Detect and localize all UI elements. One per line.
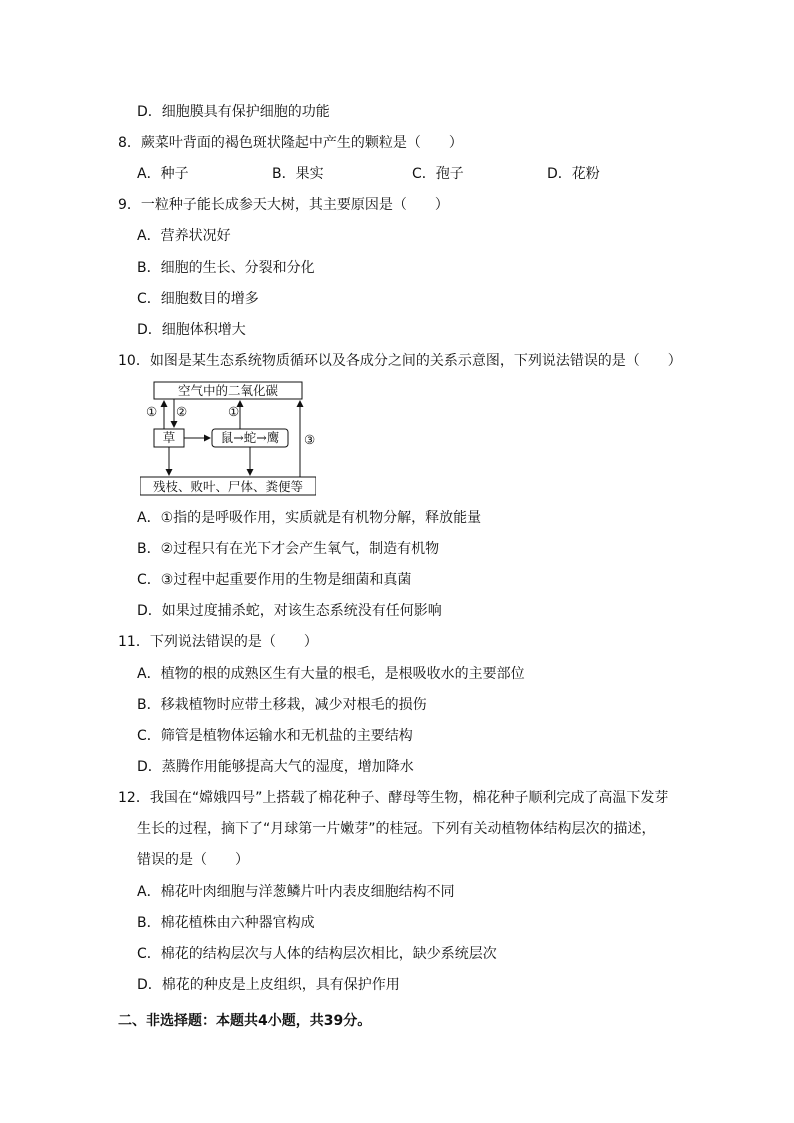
q8-option-a: A．种子 — [137, 166, 189, 182]
q12-stem-line-2: 生长的过程，摘下了“月球第一片嫩芽”的桂冠。下列有关动植物体结构层次的描述， — [137, 821, 656, 837]
ecosystem-cycle-diagram — [140, 380, 316, 498]
label-1: ① — [146, 404, 158, 419]
q9-option-c: C．细胞数目的增多 — [137, 291, 259, 307]
q10-option-b: B．②过程只有在光下才会产生氧气，制造有机物 — [137, 541, 440, 557]
residue-box-label: 残枝、败叶、尸体、粪便等 — [152, 479, 304, 494]
q7-option-d: D．细胞膜具有保护细胞的功能 — [137, 104, 330, 120]
q11-option-c: C．筛管是植物体运输水和无机盐的主要结构 — [137, 728, 413, 744]
label-consumer-1: ① — [228, 404, 240, 419]
q8-option-b: B．果实 — [272, 166, 324, 182]
q8-stem: 8．蕨菜叶背面的褐色斑状隆起中产生的颗粒是（ ） — [118, 135, 463, 151]
consumers-label: 鼠→蛇→鹰 — [220, 430, 280, 445]
q12-option-a: A．棉花叶肉细胞与洋葱鳞片叶内表皮细胞结构不同 — [137, 884, 455, 900]
section-2-heading: 二、非选择题：本题共4小题，共39分。 — [118, 1013, 372, 1029]
q9-option-a: A．营养状况好 — [137, 228, 231, 244]
q10-option-a: A．①指的是呼吸作用，实质就是有机物分解，释放能量 — [137, 510, 482, 526]
q11-option-b: B．移栽植物时应带土移栽，减少对根毛的损伤 — [137, 697, 427, 713]
q12-stem-line-3: 错误的是（ ） — [137, 852, 249, 868]
q12-option-d: D．棉花的种皮是上皮组织，具有保护作用 — [137, 977, 400, 993]
q11-stem: 11．下列说法错误的是（ ） — [118, 634, 318, 650]
q12-option-b: B．棉花植株由六种器官构成 — [137, 915, 315, 931]
q8-option-c: C．孢子 — [412, 166, 464, 182]
q8-option-d: D．花粉 — [547, 166, 600, 182]
label-3: ③ — [304, 432, 316, 447]
q11-option-d: D．蒸腾作用能够提高大气的湿度，增加降水 — [137, 759, 414, 775]
q10-stem: 10．如图是某生态系统物质循环以及各成分之间的关系示意图，下列说法错误的是（ ） — [118, 353, 682, 369]
producer-label: 草 — [162, 430, 176, 445]
co2-box-label: 空气中的二氧化碳 — [177, 383, 279, 398]
q9-option-b: B．细胞的生长、分裂和分化 — [137, 260, 315, 276]
label-2: ② — [176, 404, 188, 419]
q10-option-c: C．③过程中起重要作用的生物是细菌和真菌 — [137, 572, 412, 588]
q9-stem: 9．一粒种子能长成参天大树，其主要原因是（ ） — [118, 197, 449, 213]
q11-option-a: A．植物的根的成熟区生有大量的根毛，是根吸收水的主要部位 — [137, 666, 525, 682]
q12-stem-line-1: 12．我国在“嫦娥四号”上搭载了棉花种子、酵母等生物，棉花种子顺利完成了高温下发芽 — [118, 790, 669, 806]
q9-option-d: D．细胞体积增大 — [137, 322, 246, 338]
q12-option-c: C．棉花的结构层次与人体的结构层次相比，缺少系统层次 — [137, 946, 497, 962]
q10-option-d: D．如果过度捕杀蛇，对该生态系统没有任何影响 — [137, 603, 442, 619]
